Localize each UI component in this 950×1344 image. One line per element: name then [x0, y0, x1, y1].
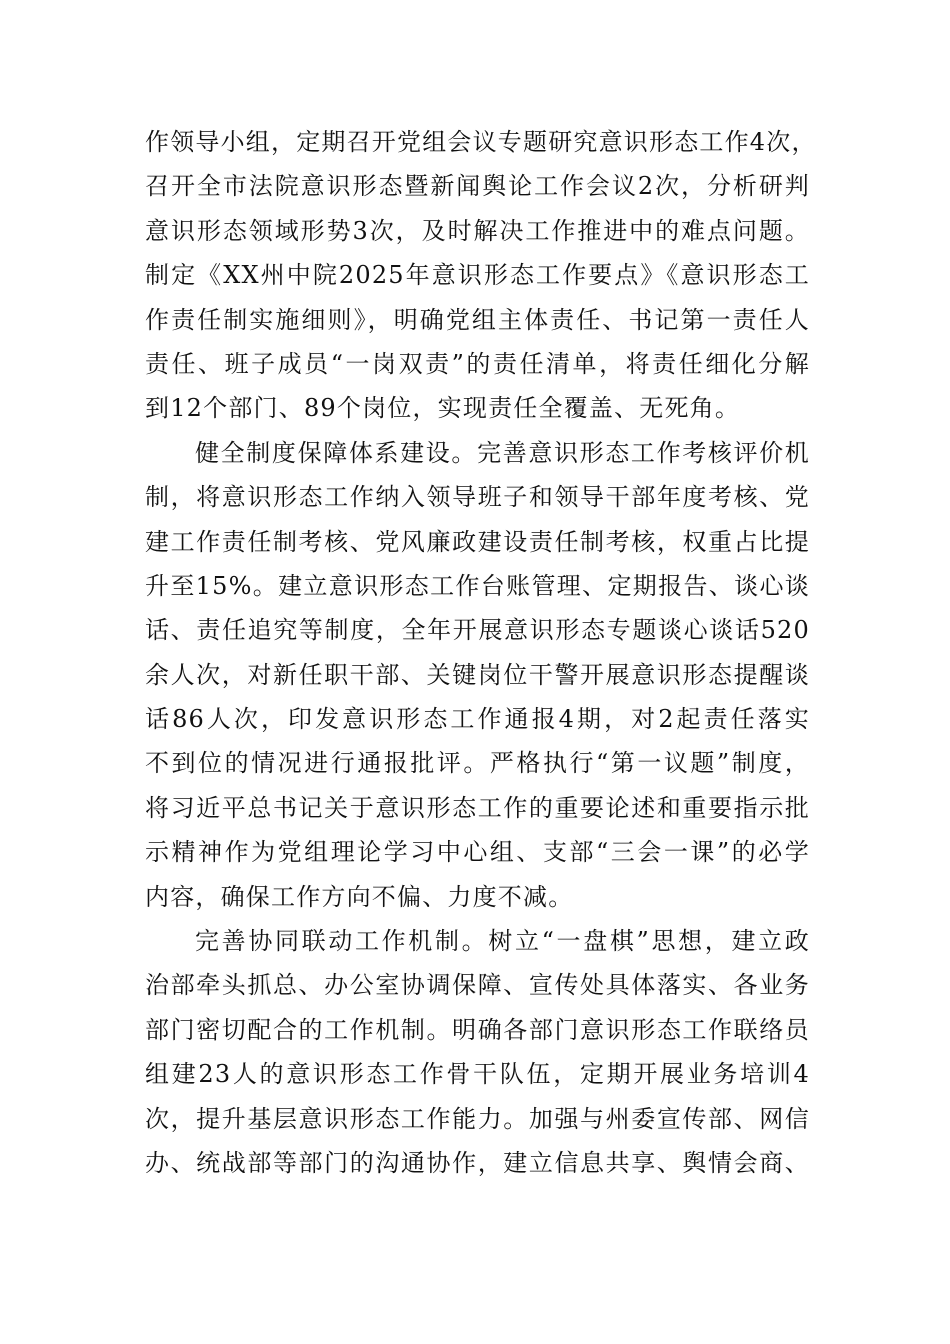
text-line: 召开全市法院意识形态暨新闻舆论工作会议2次，分析研判 [145, 172, 810, 201]
text-line: 部门密切配合的工作机制。明确各部门意识形态工作联络员 [145, 1015, 810, 1044]
text-line: 次，提升基层意识形态工作能力。加强与州委宣传部、网信 [145, 1104, 810, 1133]
text-line: 制定《XX州中院2025年意识形态工作要点》《意识形态工 [145, 261, 810, 290]
text-line: 话86人次，印发意识形态工作通报4期，对2起责任落实 [145, 705, 810, 734]
text-line: 内容，确保工作方向不偏、力度不减。 [145, 882, 574, 911]
document-body [145, 120, 817, 1185]
text-line: 建工作责任制考核、党风廉政建设责任制考核，权重占比提 [145, 527, 810, 556]
text-line: 不到位的情况进行通报批评。严格执行“第一议题”制度， [145, 749, 810, 778]
text-line: 作领导小组，定期召开党组会议专题研究意识形态工作4次， [145, 128, 817, 156]
paragraph-coordination [145, 919, 810, 1185]
text-line: 到12个部门、89个岗位，实现责任全覆盖、无死角。 [145, 394, 741, 423]
text-line: 将习近平总书记关于意识形态工作的重要论述和重要指示批 [145, 793, 810, 822]
text-line: 示精神作为党组理论学习中心组、支部“三会一课”的必学 [145, 838, 810, 867]
text-line: 升至15%。建立意识形态工作台账管理、定期报告、谈心谈 [145, 571, 810, 600]
text-line: 完善协同联动工作机制。树立“一盘棋”思想，建立政 [195, 927, 810, 956]
paragraph-leadership [145, 120, 817, 431]
text-line: 制，将意识形态工作纳入领导班子和领导干部年度考核、党 [145, 483, 810, 512]
text-line: 话、责任追究等制度，全年开展意识形态专题谈心谈话520 [145, 616, 810, 645]
paragraph-system-building [145, 431, 810, 919]
text-line: 意识形态领域形势3次，及时解决工作推进中的难点问题。 [145, 216, 810, 245]
text-line: 责任、班子成员“一岗双责”的责任清单，将责任细化分解 [145, 349, 810, 378]
text-line: 办、统战部等部门的沟通协作，建立信息共享、舆情会商、 [145, 1148, 810, 1177]
text-line: 作责任制实施细则》，明确党组主体责任、书记第一责任人 [145, 305, 810, 334]
text-line: 组建23人的意识形态工作骨干队伍，定期开展业务培训4 [145, 1060, 810, 1089]
text-line: 治部牵头抓总、办公室协调保障、宣传处具体落实、各业务 [145, 971, 810, 1000]
text-line: 余人次，对新任职干部、关键岗位干警开展意识形态提醒谈 [145, 660, 810, 689]
text-line: 健全制度保障体系建设。完善意识形态工作考核评价机 [195, 438, 810, 467]
